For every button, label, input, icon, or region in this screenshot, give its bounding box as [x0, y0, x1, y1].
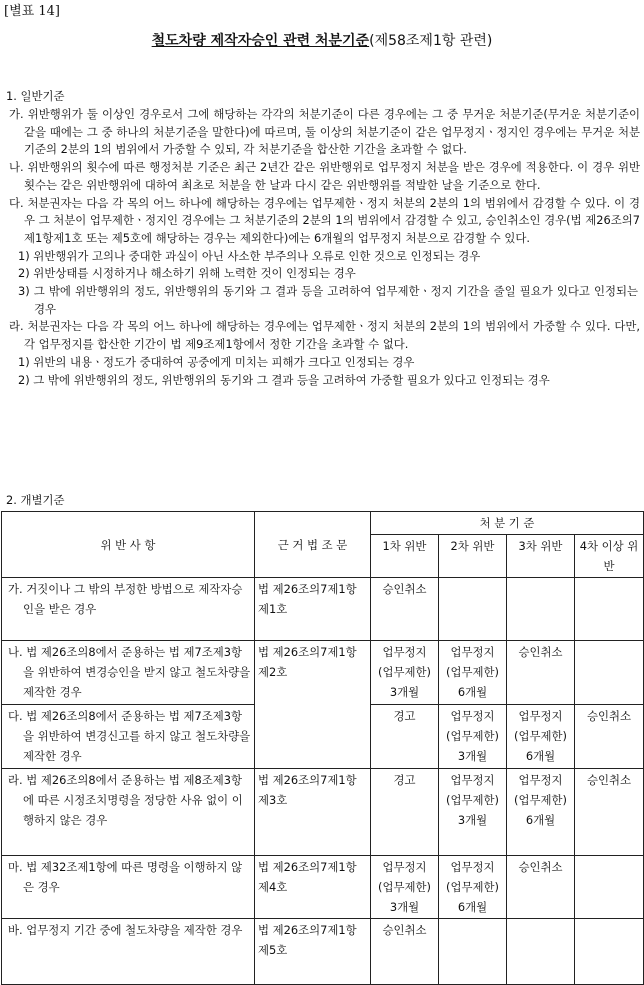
- law-cell: 법 제26조의7제1항제5호: [255, 919, 371, 985]
- disposition-cell-4: [575, 578, 644, 641]
- general-item: 1) 위반의 내용ㆍ정도가 중대하여 공중에게 미치는 피해가 크다고 인정되는 경우: [18, 354, 415, 369]
- header-disposition: 처 분 기 준: [371, 512, 644, 535]
- disposition-cell-4: [575, 641, 644, 705]
- disposition-cell-2: 업무정지 (업무제한) 6개월: [439, 856, 507, 919]
- table-row: [2, 919, 644, 985]
- disposition-cell-3: 업무정지 (업무제한) 6개월: [507, 769, 575, 856]
- header-law: 근 거 법 조 문: [255, 512, 371, 578]
- disposition-cell-3: 승인취소: [507, 856, 575, 919]
- general-item: 2) 그 밖에 위반행위의 정도, 위반행위의 동기와 그 결과 등을 고려하여 가중할 필요가 있다고 인정되는 경우: [18, 372, 550, 387]
- disposition-cell-2: 업무정지 (업무제한) 6개월: [439, 641, 507, 705]
- disposition-cell-4: [575, 919, 644, 985]
- disposition-cell-2: 업무정지 (업무제한) 3개월: [439, 705, 507, 769]
- general-item: 나. 위반행위의 횟수에 따른 행정처분 기준은 최근 2년간 같은 위반행위로 업무정지 처분을 받은 경우에 적용한다. 이 경우 위반횟수는 같은 위반행위에 대하여 최초로 처분을 한 날과 다시 같은 위반행위를 적발한 날을 기준으로 한다.: [9, 160, 640, 192]
- disposition-table: [1, 511, 644, 985]
- disposition-cell-1: 업무정지 (업무제한) 3개월: [371, 641, 439, 705]
- violation-cell: 마. 법 제32조제1항에 따른 명령을 이행하지 않은 경우: [2, 856, 255, 919]
- section-individual-heading: 2. 개별기준: [6, 493, 65, 507]
- header-violation: 위 반 사 항: [2, 512, 255, 578]
- general-item: 1) 위반행위가 고의나 중대한 과실이 아닌 사소한 부주의나 오류로 인한 것으로 인정되는 경우: [18, 248, 481, 263]
- general-item: 다. 처분권자는 다음 각 목의 어느 하나에 해당하는 경우에는 업무제한ㆍ정지 처분의 2분의 1의 범위에서 감경할 수 있다. 이 경우 그 처분이 업무제한ㆍ정지인 경우에는 그 처분기준의 2분의 1의 범위에서 감경할 수 있고, 승인취소인 경우(법 제26조의7제1항제1호 또는 제5호에 해당하는 경우는 제외한다)에는 6개월의 업무정지 처분으로 감경할 수 있다.: [9, 195, 640, 245]
- general-item: 3) 그 밖에 위반행위의 정도, 위반행위의 동기와 그 결과 등을 고려하여 업무제한ㆍ정지 기간을 줄일 필요가 있다고 인정되는 경우: [18, 284, 638, 316]
- general-item: 2) 위반상태를 시정하거나 해소하기 위해 노력한 것이 인정되는 경우: [18, 266, 356, 281]
- table-row: [2, 769, 644, 856]
- disposition-cell-1: 승인취소: [371, 919, 439, 985]
- law-cell: 법 제26조의7제1항제1호: [255, 578, 371, 641]
- title-main: 철도차량 제작자승인 관련 처분기준: [151, 33, 370, 49]
- disposition-cell-1: 업무정지 (업무제한) 3개월: [371, 856, 439, 919]
- appendix-tag: [별표 14]: [4, 4, 60, 19]
- general-item: 가. 위반행위가 둘 이상인 경우로서 그에 해당하는 각각의 처분기준이 다른 경우에는 그 중 무거운 처분기준(무거운 처분기준이 같을 때에는 그 중 하나의 처분기준을 말한다)에 따르며, 둘 이상의 처분기준이 같은 업무정지ㆍ정지인 경우에는 무거운 처분기준의 2분의 1의 범위에서 가중할 수 있되, 각 처분기준을 합산한 기간을 초과할 수 없다.: [9, 107, 640, 157]
- law-cell: 법 제26조의7제1항제3호: [255, 769, 371, 856]
- disposition-cell-1: 승인취소: [371, 578, 439, 641]
- header-count-1: 1차 위반: [371, 535, 439, 578]
- disposition-cell-4: [575, 856, 644, 919]
- general-item: 라. 처분권자는 다음 각 목의 어느 하나에 해당하는 경우에는 업무제한ㆍ정지 처분의 2분의 1의 범위에서 가중할 수 있다. 다만, 각 업무정지를 합산한 기간이 법 제9조제1항에서 정한 기간을 초과할 수 없다.: [9, 319, 640, 352]
- law-cell: 법 제26조의7제1항제4호: [255, 856, 371, 919]
- violation-cell: 나. 법 제26조의8에서 준용하는 법 제7조제3항을 위반하여 변경승인을 받지 않고 철도차량을 제작한 경우: [2, 641, 255, 705]
- section-general-heading: 1. 일반기준: [6, 89, 65, 103]
- violation-cell: 가. 거짓이나 그 밖의 부정한 방법으로 제작자승인을 받은 경우: [2, 578, 255, 641]
- disposition-cell-3: 업무정지 (업무제한) 6개월: [507, 705, 575, 769]
- page-title: [0, 30, 644, 50]
- disposition-cell-3: [507, 578, 575, 641]
- table-row: [2, 641, 644, 705]
- header-count-3: 3차 위반: [507, 535, 575, 578]
- table-row: [2, 856, 644, 919]
- disposition-cell-2: [439, 919, 507, 985]
- disposition-cell-4: 승인취소: [575, 705, 644, 769]
- disposition-cell-4: 승인취소: [575, 769, 644, 856]
- violation-cell: 바. 업무정지 기간 중에 철도차량을 제작한 경우: [2, 919, 255, 985]
- disposition-cell-1: 경고: [371, 705, 439, 769]
- violation-cell: 다. 법 제26조의8에서 준용하는 법 제7조제3항을 위반하여 변경신고를 하지 않고 철도차량을 제작한 경우: [2, 705, 255, 769]
- title-sub: (제58조제1항 관련): [369, 33, 493, 49]
- header-count-2: 2차 위반: [439, 535, 507, 578]
- disposition-cell-1: 경고: [371, 769, 439, 856]
- general-criteria: [0, 106, 644, 389]
- table-row: [2, 578, 644, 641]
- violation-cell: 라. 법 제26조의8에서 준용하는 법 제8조제3항에 따른 시정조치명령을 정당한 사유 없이 이행하지 않은 경우: [2, 769, 255, 856]
- law-cell: 법 제26조의7제1항제2호: [255, 641, 371, 769]
- disposition-cell-2: [439, 578, 507, 641]
- disposition-cell-3: [507, 919, 575, 985]
- header-count-4: 4차 이상 위반: [575, 535, 644, 578]
- disposition-cell-3: 승인취소: [507, 641, 575, 705]
- disposition-cell-2: 업무정지 (업무제한) 3개월: [439, 769, 507, 856]
